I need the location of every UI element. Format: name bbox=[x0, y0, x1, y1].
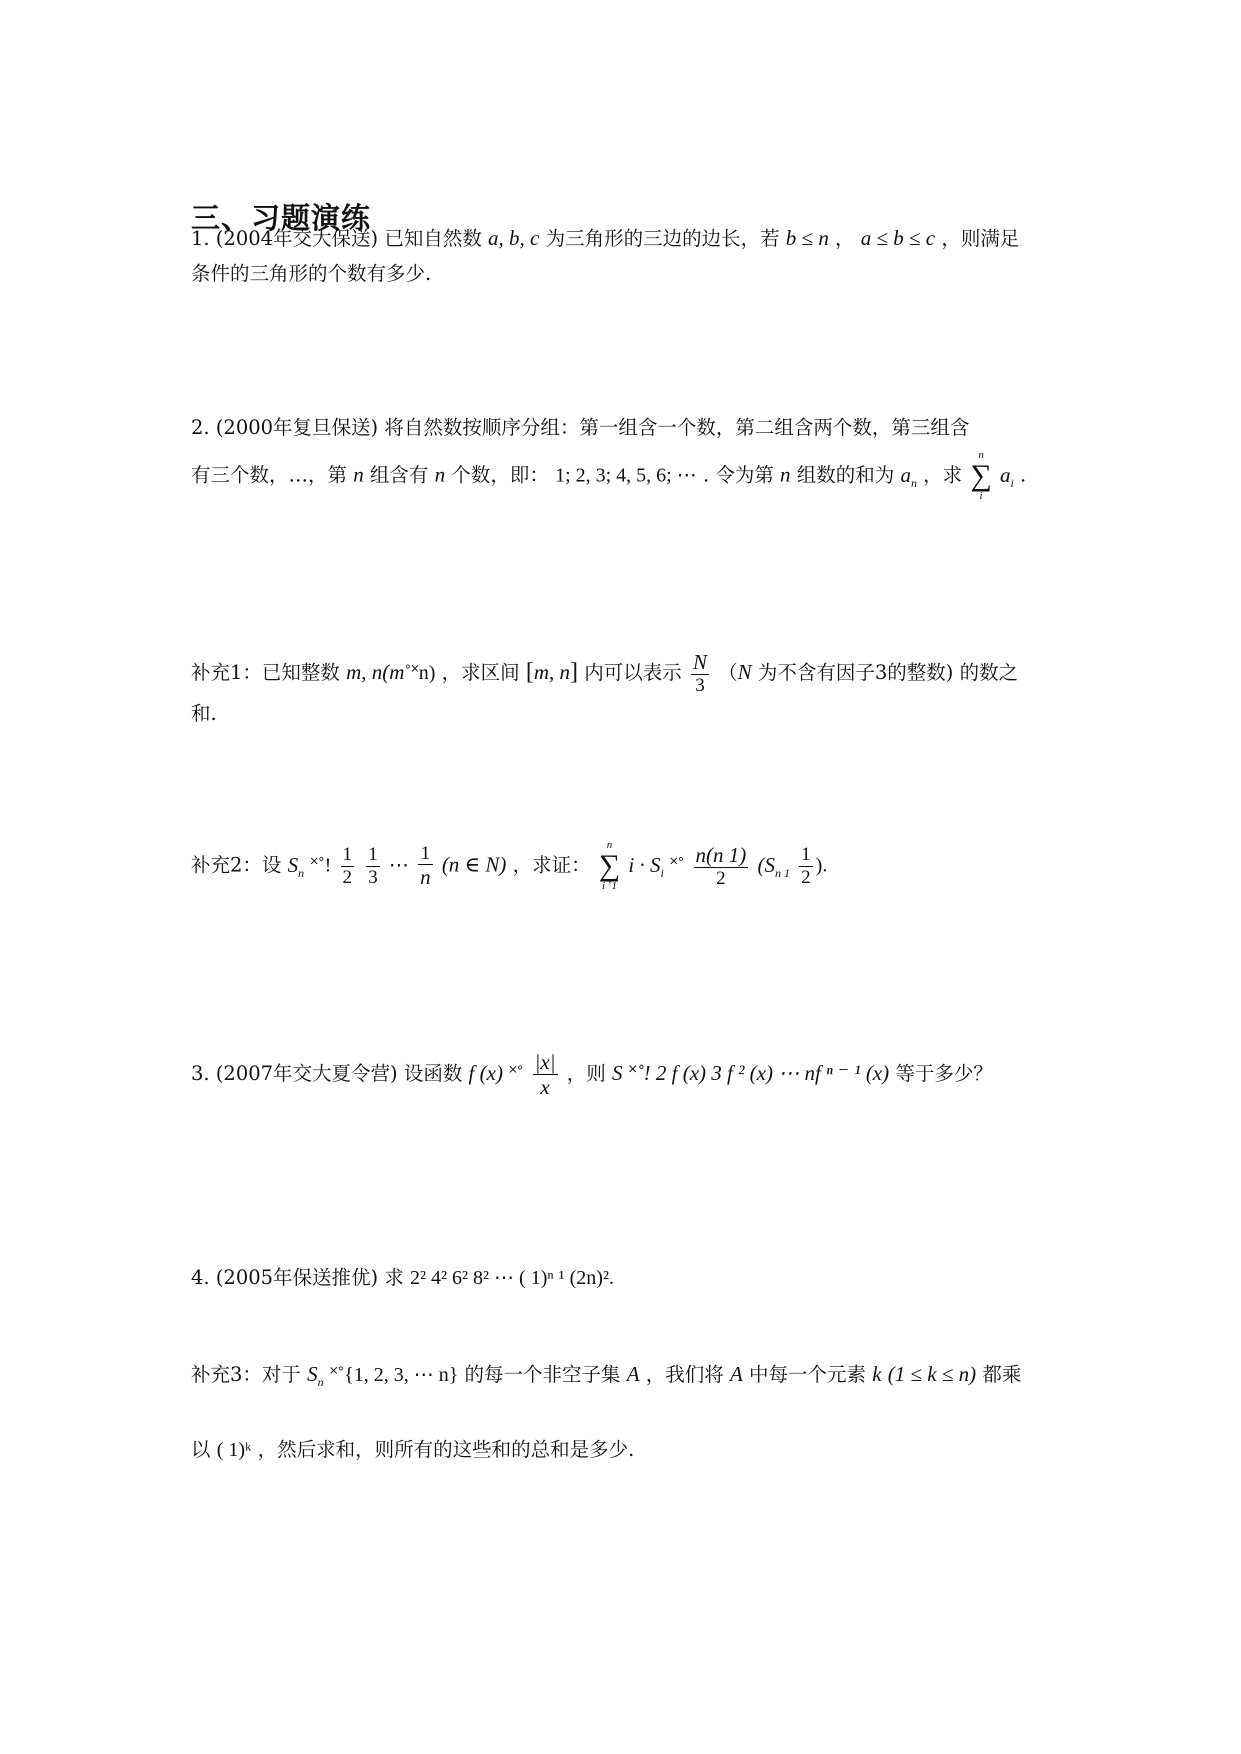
summation-sign: n ∑ i bbox=[970, 449, 992, 502]
supplement-1-line-2: 和. bbox=[191, 702, 217, 725]
supplement-2-line-1: 补充2：设 $S_n$ ˟˚! $\frac{1}{2}$ $\frac{1}{3}$ ⋯ $\frac{1}{n}$ (n ∈ N) ，求证： n ∑ i ˚1 $i \cdot S_i$ ˟˚ $\frac{n(n 1)}{2}$ ($S_{n 1}$ $\frac{1}{2}$ ). bbox=[191, 839, 828, 892]
problem-2-line-1: 2. (2000年复旦保送) 将自然数按顺序分组：第一组含一个数，第二组含两个数，第三组含 bbox=[191, 416, 970, 439]
supplement-1-line-1: 补充1：已知整数 m, n(m˚˟n) ，求区间 [m, n] 内可以表示 $\frac{N}{3}$ （N 为不含有因子3的整数) 的数之 bbox=[191, 650, 1019, 697]
fraction-abs-x-over-x: $\frac{|x|}{x}$ bbox=[534, 1050, 556, 1100]
section-heading: 三、习题演练 bbox=[191, 201, 372, 235]
problem-2-line-2: 有三个数，…，第 n 组含有 n 个数，即： 1; 2, 3; 4, 5, 6; ⋯ . 令为第 n 组数的和为 $a_n$ ，求 n ∑ i $a_i$ . bbox=[191, 449, 1027, 502]
summation-sign: n ∑ i ˚1 bbox=[598, 839, 621, 892]
problem-1-line-2: 条件的三角形的个数有多少. bbox=[191, 262, 432, 285]
problem-4-line-1: 4. (2005年保送推优) 求 2² 4² 6² 8² ⋯ ( 1)ⁿ ¹ (2n)². bbox=[191, 1266, 614, 1289]
supplement-3-line-1: 补充3：对于 $S_n$ ˟˚{1, 2, 3, ⋯ n} 的每一个非空子集 A ，我们将 A 中每一个元素 k (1 ≤ k ≤ n) 都乘 bbox=[191, 1362, 1022, 1390]
problem-1-line-1: 1. (2004年交大保送) 已知自然数 a, b, c 为三角形的三边的边长，若 b ≤ n ， a ≤ b ≤ c ，则满足 bbox=[191, 226, 1020, 250]
problem-3-line-1: 3. (2007年交大夏令营) 设函数 f (x) ˟˚ $\frac{|x|}{x}$ ，则 S ˟˚! 2 f (x) 3 f ² (x) ⋯ nf ⁿ ⁻ ¹ (x) 等于多少？ bbox=[191, 1050, 993, 1100]
supplement-3-line-2: 以 ( 1)ᵏ ，然后求和，则所有的这些和的总和是多少. bbox=[191, 1438, 635, 1461]
fraction-n-over-3: $\frac{N}{3}$ bbox=[692, 650, 707, 697]
